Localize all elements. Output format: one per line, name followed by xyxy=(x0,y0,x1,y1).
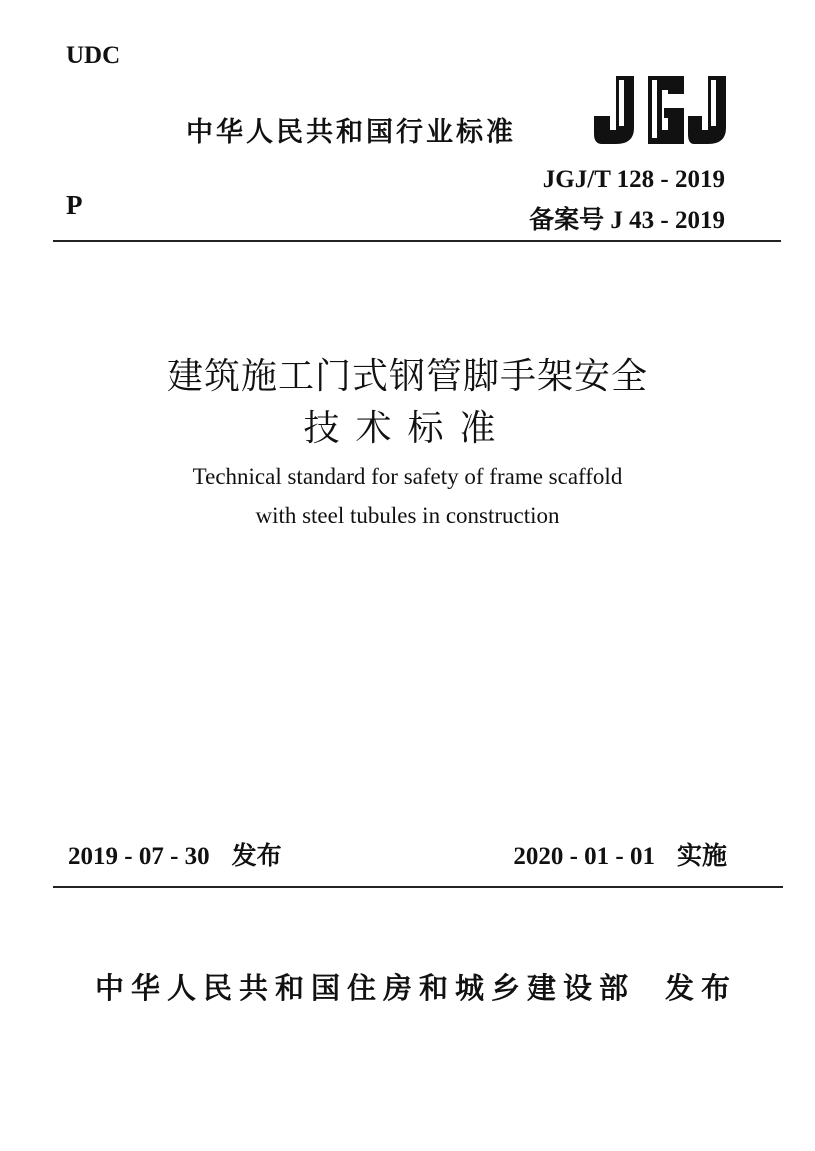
implement-date-line xyxy=(513,836,727,872)
publisher-name: 中华人民共和国住房和城乡建设部 xyxy=(95,971,636,1005)
record-label: 备案号 xyxy=(529,205,605,234)
title-en-line1: Technical standard for safety of frame scaffold xyxy=(192,464,623,489)
implement-label: 实施 xyxy=(676,841,727,870)
udc-label: UDC xyxy=(66,42,121,69)
publisher-line xyxy=(95,966,737,1007)
issue-date-line xyxy=(68,836,282,872)
title-en-line2: with steel tubules in construction xyxy=(255,503,560,528)
bottom-divider xyxy=(53,886,783,888)
record-number-line xyxy=(529,200,725,236)
record-number: J 43 - 2019 xyxy=(610,207,725,234)
title-zh-line1: 建筑施工门式钢管脚手架安全 xyxy=(166,356,648,397)
category-label: P xyxy=(66,190,83,220)
standard-code: JGJ/T 128 - 2019 xyxy=(542,166,725,193)
industry-standard-label: 中华人民共和国行业标准 xyxy=(186,117,516,148)
jgj-logo xyxy=(592,74,730,146)
publish-label: 发布 xyxy=(665,971,738,1005)
top-divider xyxy=(53,240,781,242)
issue-date: 2019 - 07 - 30 xyxy=(68,843,210,870)
issue-label: 发布 xyxy=(231,841,282,870)
title-zh-line2: 技术标准 xyxy=(303,408,512,449)
implement-date: 2020 - 01 - 01 xyxy=(513,843,655,870)
